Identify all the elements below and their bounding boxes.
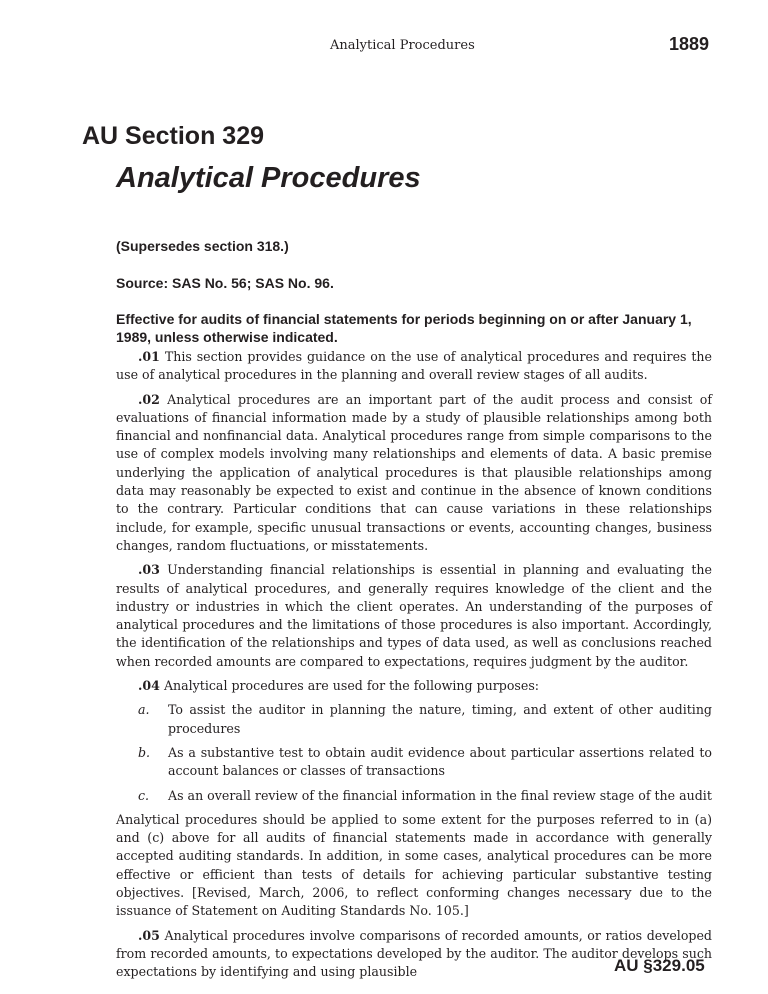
footer-section-reference: AU §329.05: [614, 956, 705, 975]
section-heading: AU Section 329: [82, 122, 265, 150]
running-header-title: Analytical Procedures: [330, 38, 475, 53]
list-label: b.: [138, 744, 151, 760]
list-text: As a substantive test to obtain audit evidence about particular assertions related to account balances or classes of transactions: [168, 744, 712, 779]
effective-note: Effective for audits of financial statements for periods beginning on or after January 1, 1989, unless otherwise indicated.: [116, 311, 692, 345]
paragraph-number: .01: [138, 349, 160, 364]
paragraph-number: .05: [138, 927, 160, 943]
after-list-paragraph: Analytical procedures should be applied to some extent for the purposes referred to in (a) and (c) above for all audits of financial statements made in accordance with generally accepted auditing standards. In addition, in some cases, analytical procedures can be more effective or efficient than tests of details for achieving particular substantive testing objectives. [Revised, March, 2006, to reflect conforming changes necessary due to the issuance of Statement on Auditing Standards No. 105.]: [116, 811, 712, 919]
list-label: c.: [138, 787, 150, 803]
source-note: Source: SAS No. 56; SAS No. 96.: [116, 275, 334, 291]
list-text: To assist the auditor in planning the nature, timing, and extent of other auditing procedures: [168, 702, 712, 736]
document-body: [116, 348, 712, 988]
list-item: [138, 787, 712, 805]
paragraph-03: [116, 561, 712, 671]
paragraph-02: [116, 391, 712, 556]
paragraph-text: Understanding financial relationships is essential in planning and evaluating the results of analytical procedures, and generally requires knowledge of the client and the industry or industries in which the client operates. An understanding of the purposes of analytical procedures and the limitations of those procedures is also important. Accordingly, the identification of the relationships and types of data used, as well as conclusions reached when recorded amounts are compared to expectations, requires judgment by the auditor.: [116, 562, 712, 669]
paragraph-01: [116, 348, 712, 385]
paragraph-text: Analytical procedures involve comparisons of recorded amounts, or ratios developed from recorded amounts, to expectations developed by the auditor. The auditor develops such expectations by identifying and using plausible: [116, 927, 712, 980]
list-item: [138, 744, 712, 781]
page-number: 1889: [669, 34, 710, 54]
page-title: Analytical Procedures: [116, 162, 421, 194]
paragraph-text: This section provides guidance on the use of analytical procedures and requires the use of analytical procedures in the planning and overall review stages of all audits.: [116, 349, 712, 383]
paragraph-number: .02: [138, 391, 160, 407]
purposes-list: [138, 701, 712, 804]
supersedes-note: (Supersedes section 318.): [116, 238, 289, 254]
paragraph-number: .04: [138, 678, 160, 694]
list-label: a.: [138, 702, 150, 718]
paragraph-text: Analytical procedures are an important part of the audit process and consist of evaluations of financial information made by a study of plausible relationships among both financial and nonfinancial data. Analytical procedures range from simple comparisons to the use of complex models involving many relationships and elements of data. A basic premise underlying the application of analytical procedures is that plausible relationships among data may reasonably be expected to exist and continue in the absence of known conditions to the contrary. Particular conditions that can cause variations in these relationships include, for example, specific unusual transactions or events, accounting changes, business changes, random fluctuations, or misstatements.: [116, 391, 712, 553]
paragraph-text: Analytical procedures are used for the following purposes:: [163, 678, 540, 694]
list-text: As an overall review of the financial information in the final review stage of the audit: [168, 787, 712, 803]
list-item: [138, 701, 712, 738]
paragraph-number: .03: [138, 562, 160, 578]
paragraph-04: [116, 677, 712, 695]
